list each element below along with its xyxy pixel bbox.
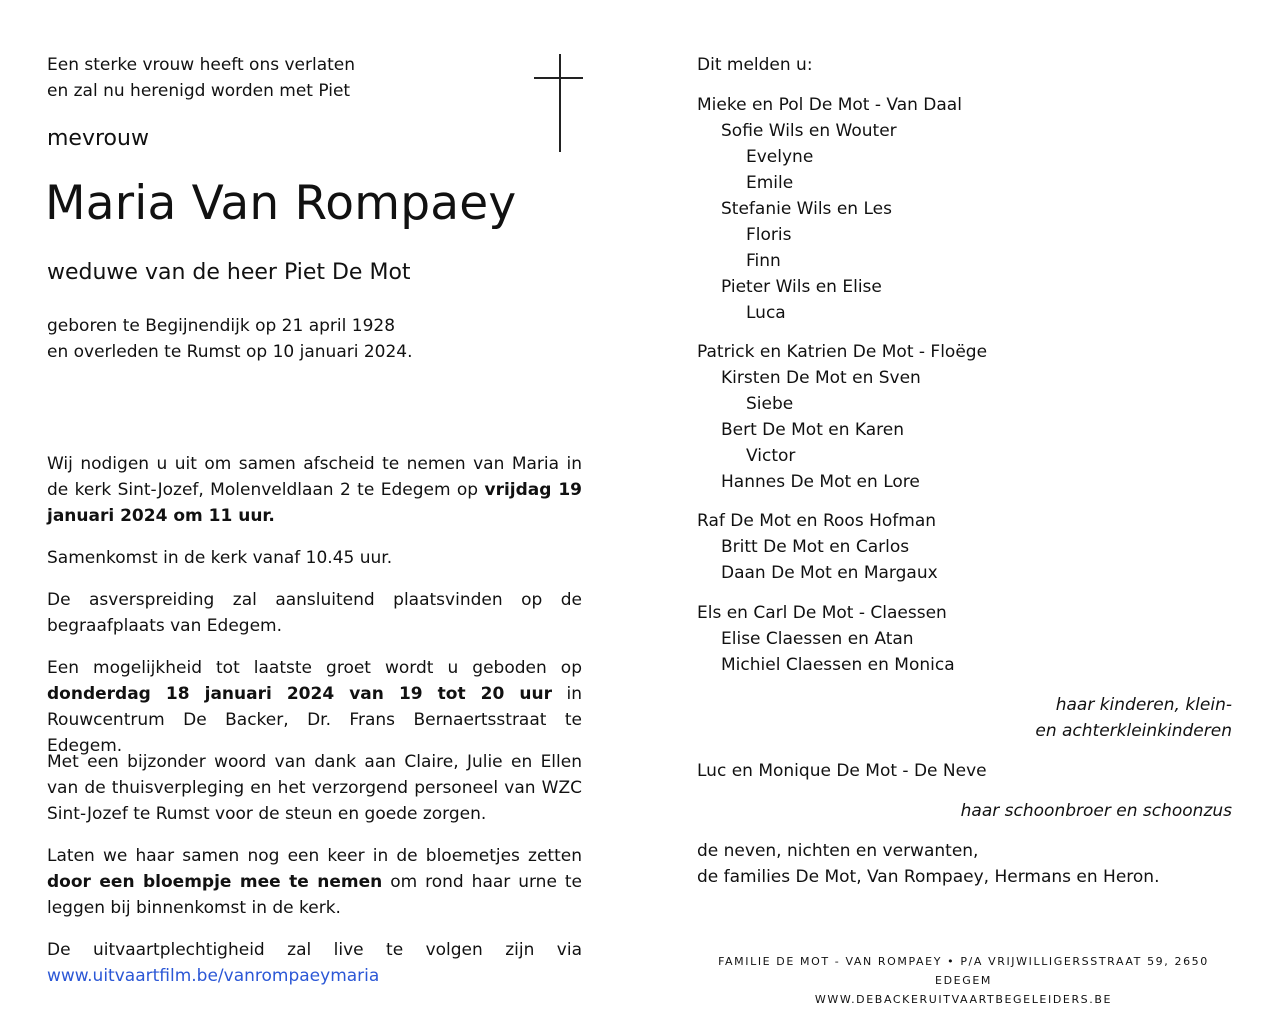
flowers-paragraph — [47, 843, 582, 921]
children-role-line: haar kinderen, klein- — [1055, 695, 1232, 715]
livestream-link[interactable]: www.uitvaartfilm.be/vanrompaeymaria — [47, 966, 380, 986]
family-member: Daan De Mot en Margaux — [721, 563, 938, 583]
family-member: Hannes De Mot en Lore — [721, 472, 920, 492]
deceased-name: Maria Van Rompaey — [45, 176, 517, 231]
died-line: en overleden te Rumst op 10 januari 2024. — [47, 342, 413, 362]
family-member: Michiel Claessen en Monica — [721, 655, 955, 675]
relatives — [697, 838, 1159, 890]
announcement-heading: Dit melden u: — [697, 55, 813, 75]
family-member: Elise Claessen en Atan — [721, 629, 914, 649]
family-member: Bert De Mot en Karen — [721, 420, 905, 440]
family-member: Kirsten De Mot en Sven — [721, 368, 921, 388]
family-group-2 — [697, 339, 987, 495]
cross-horizontal-bar — [534, 77, 583, 79]
family-group-4 — [697, 600, 955, 678]
title-prefix: mevrouw — [47, 126, 149, 151]
footer-address: FAMILIE DE MOT - VAN ROMPAEY • P/A VRIJWILLIGERSSTRAAT 59, 2650 EDEGEM — [718, 955, 1209, 987]
visitation-paragraph — [47, 655, 582, 759]
family-member: Evelyne — [746, 147, 814, 167]
flowers-emphasis: door een bloempje mee te nemen — [47, 872, 383, 892]
children-role — [1035, 692, 1232, 744]
family-member: Stefanie Wils en Les — [721, 199, 892, 219]
relatives-line: de neven, nichten en verwanten, — [697, 841, 979, 861]
intro-line: Een sterke vrouw heeft ons verlaten — [47, 55, 356, 75]
children-role-line: en achterkleinkinderen — [1035, 721, 1232, 741]
flowers-rest: om rond haar urne te leggen bij binnenkomst in de kerk. — [47, 872, 582, 918]
flowers-intro: Laten we haar samen nog een keer in de bloemetjes zetten — [47, 846, 582, 866]
thanks-paragraph: Met een bijzonder woord van dank aan Claire, Julie en Ellen van de thuisverpleging en het verzorgend personeel van WZC Sint-Jozef te Rumst voor de steun en goede zorgen. — [47, 752, 582, 824]
family-member: Patrick en Katrien De Mot - Floëge — [697, 342, 988, 362]
visitation-intro: Een mogelijkheid tot laatste groet wordt u geboden op — [47, 658, 582, 678]
intro-line: en zal nu herenigd worden met Piet — [47, 81, 351, 101]
family-member: Emile — [746, 173, 794, 193]
family-group-3 — [697, 508, 938, 586]
family-group-1 — [697, 92, 962, 326]
livestream-paragraph — [47, 937, 582, 989]
cross-vertical-bar — [559, 54, 561, 152]
family-member: Raf De Mot en Roos Hofman — [697, 511, 937, 531]
family-member: Floris — [746, 225, 792, 245]
invitation-date: vrijdag 19 januari 2024 om 11 uur. — [47, 480, 582, 526]
family-member: Sofie Wils en Wouter — [721, 121, 897, 141]
visitation-date: donderdag 18 januari 2024 van 19 tot 20 uur — [47, 684, 552, 704]
footer-website[interactable]: WWW.DEBACKERUITVAARTBEGELEIDERS.BE — [814, 993, 1113, 1006]
family-member: Luca — [746, 303, 786, 323]
family-member: Finn — [746, 251, 781, 271]
in-laws-role: haar schoonbroer en schoonzus — [960, 801, 1232, 821]
family-member: Els en Carl De Mot - Claessen — [697, 603, 947, 623]
widow-line: weduwe van de heer Piet De Mot — [47, 260, 411, 285]
family-member: Britt De Mot en Carlos — [721, 537, 910, 557]
family-member: Pieter Wils en Elise — [721, 277, 882, 297]
invitation-text: Wij nodigen u uit om samen afscheid te nemen van Maria in de kerk Sint-Jozef, Molenveldlaan 2 te Edegem op — [47, 454, 582, 500]
livestream-text: De uitvaartplechtigheid zal live te volgen zijn via — [47, 940, 582, 960]
family-member: Mieke en Pol De Mot - Van Daal — [697, 95, 962, 115]
intro-text — [47, 52, 355, 104]
born-line: geboren te Begijnendijk op 21 april 1928 — [47, 316, 396, 336]
family-member: Victor — [746, 446, 796, 466]
in-laws-names: Luc en Monique De Mot - De Neve — [697, 761, 987, 781]
relatives-line: de families De Mot, Van Rompaey, Hermans en Heron. — [697, 867, 1160, 887]
footer — [697, 952, 1230, 1009]
ash-scattering-text: De asverspreiding zal aansluitend plaatsvinden op de begraafplaats van Edegem. — [47, 590, 582, 636]
gathering-text: Samenkomst in de kerk vanaf 10.45 uur. — [47, 548, 393, 568]
family-member: Siebe — [746, 394, 794, 414]
birth-death-info — [47, 313, 413, 365]
invitation-paragraph — [47, 451, 582, 529]
visitation-location: in Rouwcentrum De Backer, Dr. Frans Bernaertsstraat te Edegem. — [47, 684, 582, 756]
